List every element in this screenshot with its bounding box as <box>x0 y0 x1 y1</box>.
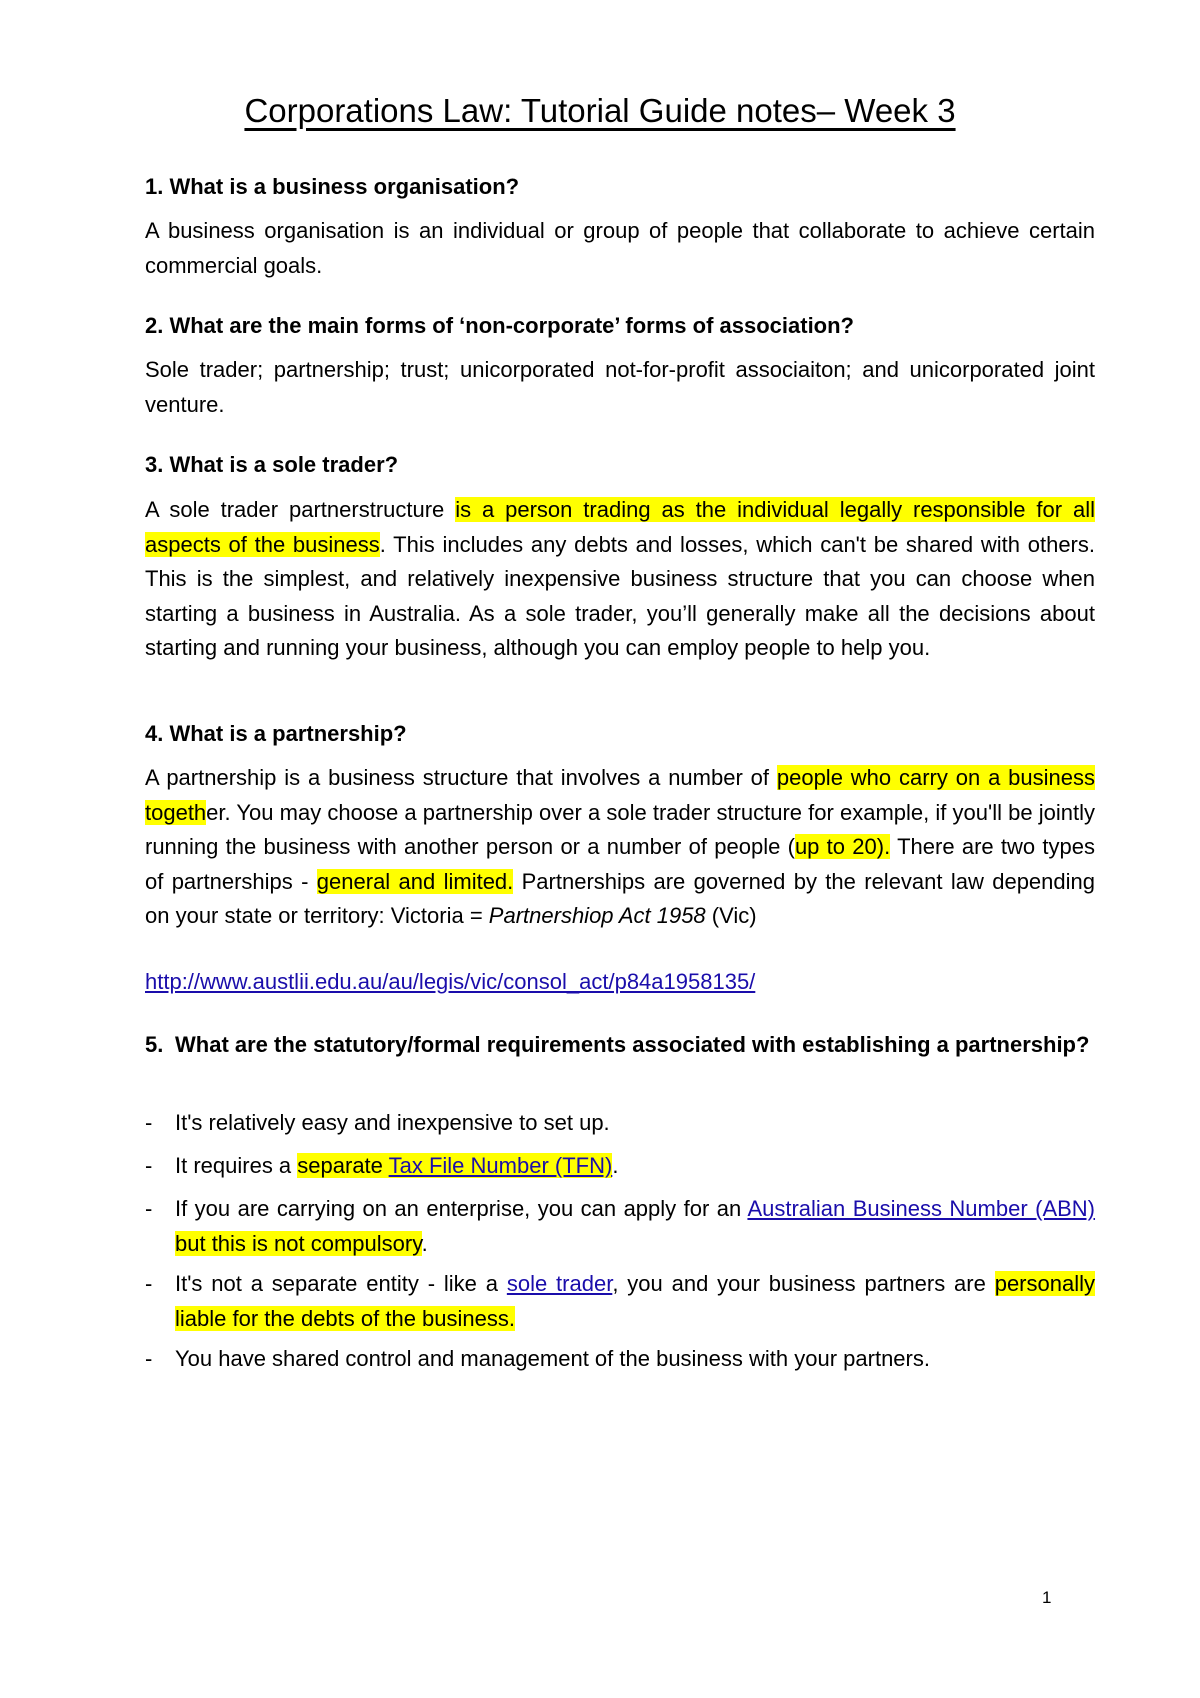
abn-link[interactable]: Australian Business Number (ABN) <box>747 1196 1096 1221</box>
bullet-dash: - <box>145 1196 153 1221</box>
bullet-5-text: You have shared control and management of the business with your partners. <box>175 1346 930 1371</box>
act-title: Partnershiop Act 1958 <box>488 903 706 928</box>
bullet-dash: - <box>145 1110 153 1135</box>
answer-4 <box>145 761 1095 934</box>
question-5 <box>145 1028 1095 1062</box>
question-3: 3. What is a sole trader? <box>145 452 399 477</box>
bullet-5 <box>145 1342 1095 1377</box>
bullet-4 <box>145 1267 1095 1336</box>
answer-4-text-5: (Vic) <box>705 903 757 928</box>
bullet-2-text: It requires a separate Tax File Number (TFN). <box>175 1153 619 1178</box>
bullet-3-text: If you are carrying on an enterprise, you can apply for an Australian Business Number (ABN) but this is not compulsory. <box>175 1196 1096 1256</box>
answer-3-text: A sole trader partnerstructure <box>145 497 456 522</box>
austlii-link[interactable]: http://www.austlii.edu.au/au/legis/vic/consol_act/p84a1958135/ <box>145 969 756 994</box>
question-1: 1. What is a business organisation? <box>145 174 520 199</box>
answer-4-highlight-1: people who carry on a business togeth <box>145 765 1095 825</box>
answer-4-text-4: Partnerships are governed by the relevant law depending on your state or territory: Victoria = <box>145 868 1095 928</box>
answer-2: Sole trader; partnership; trust; unicorporated not-for-profit associaiton; and unicorporated joint venture. <box>145 357 1095 417</box>
answer-3-highlight: is a person trading as the individual legally responsible for all aspects of the business <box>145 497 1095 557</box>
answer-3-text-rest: . This includes any debts and losses, which can't be shared with others. This is the simplest, and relatively inexpensive business structure that you can choose when starting a business in Australia. As a sole trader, you’ll generally make all the decisions about starting and running your business, although you can employ people to help you. <box>145 531 1095 660</box>
question-5-number: 5. <box>145 1032 164 1057</box>
bullet-dash: - <box>145 1271 153 1296</box>
bullet-4-text: It's not a separate entity - like a sole trader, you and your business partners are personally liable for the debts of the business. <box>175 1271 1095 1331</box>
bullet-dash: - <box>145 1346 153 1371</box>
bullet-1 <box>145 1106 1095 1141</box>
answer-3 <box>145 493 1095 666</box>
bullet-3 <box>145 1192 1095 1261</box>
question-5-text: What are the statutory/formal requirements associated with establishing a partnership? <box>175 1032 1090 1057</box>
answer-4-text-1: A partnership is a business structure that involves a number of <box>145 765 777 790</box>
answer-4-text-3: There are two types of partnerships - <box>145 834 1095 894</box>
page-number: 1 <box>1042 1588 1052 1607</box>
tfn-link[interactable]: Tax File Number (TFN) <box>388 1153 613 1178</box>
answer-1: A business organisation is an individual or group of people that collaborate to achieve certain commercial goals. <box>145 218 1095 278</box>
question-4: 4. What is a partnership? <box>145 721 407 746</box>
answer-4-highlight-3: general and limited. <box>316 868 514 894</box>
answer-4-highlight-2: up to 20). <box>794 834 891 859</box>
sole-trader-link[interactable]: sole trader <box>506 1271 613 1296</box>
bullet-2 <box>145 1149 1095 1184</box>
austlii-link-line <box>145 965 1095 1000</box>
page-title: Corporations Law: Tutorial Guide notes– Week 3 <box>244 92 956 129</box>
answer-4-text-2: er. You may choose a partnership over a sole trader structure for example, if you'll be jointly running the business with another person or a number of people ( <box>145 799 1095 859</box>
bullet-1-text: It's relatively easy and inexpensive to set up. <box>175 1110 610 1135</box>
question-2: 2. What are the main forms of ‘non-corporate’ forms of association? <box>145 313 854 338</box>
bullet-dash: - <box>145 1153 153 1178</box>
